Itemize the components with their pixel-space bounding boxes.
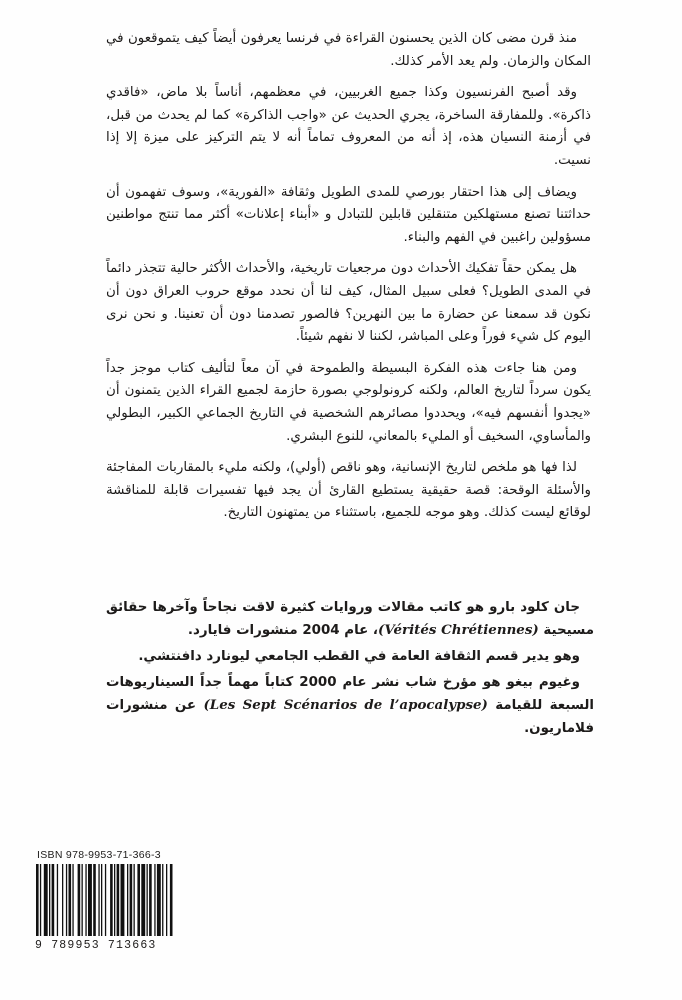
barcode-bar: [137, 864, 140, 936]
barcode-bar: [114, 864, 115, 936]
barcode-bar: [72, 864, 73, 936]
blurb-paragraph-4: هل يمكن حقاً تفكيك الأحداث دون مرجعيات تاريخية، والأحداث الأكثر حالية تتجذر دائماً في المدى الطويل؟ فعلى سبيل المثال، كيف لنا أن نحدد موقع حروب العراق دون أن نكون قد سمعنا عن حضارة ما بين النهرين؟ فالصور تصدمنا دون أن تعنينا. و نحن نرى اليوم كل شيء فوراً وعلى المباشر، لكننا لا نفهم شيئاً.: [106, 261, 591, 345]
barcode-bar: [130, 864, 133, 936]
barcode-bar: [154, 864, 155, 936]
author-bio-3-end: عن منشورات فلاماريون.: [106, 698, 594, 736]
barcode-bar: [162, 864, 163, 936]
barcode-bar: [62, 864, 63, 936]
barcode-bar: [44, 864, 48, 936]
barcode-bar: [93, 864, 96, 936]
barcode-bar: [157, 864, 161, 936]
barcode-bar: [127, 864, 128, 936]
blurb-paragraph-2: وقد أصبح الفرنسيون وكذا جميع الغربيين، في معظمهم، أناساً بلا ماض، «فاقدي ذاكرة». وللمفارقة الساخرة، يجري الحديث عن «واجب الذاكرة» كما لم يحدث من قبل، في أزمنة النسيان هذه، إذ أنه من المعروف تماماً أنه لا يتم التركيز على ميزة إلا إذا نسيت.: [106, 85, 591, 168]
barcode-bar: [40, 864, 41, 936]
blurb-text: [106, 28, 591, 534]
author-bio-1: [106, 596, 594, 642]
barcode-bar: [88, 864, 92, 936]
book-title-latin-2: (Les Sept Scénarios de l’apocalypse): [203, 697, 488, 713]
author-bio-1-text: جان كلود بارو هو كاتب مقالات وروايات كثيرة لاقت نجاحاً وآخرها حقائق مسيحية: [106, 600, 594, 638]
barcode-bar: [117, 864, 120, 936]
barcode-bar: [166, 864, 167, 936]
barcode-bar: [36, 864, 39, 936]
isbn-label: ISBN 978-9953-71-366-3: [37, 849, 161, 861]
blurb-paragraph-3: ويضاف إلى هذا احتقار بورصي للمدى الطويل وثقافة «الفورية»، وسوف تفهمون أن حداثتنا تصنع مستهلكين متنقلين قابلين للتبادل و «أبناء إعلانات» أكثر مما تنتج مواطنين مسؤولين راغبين في الفهم والبناء.: [106, 184, 591, 245]
barcode-bar: [66, 864, 67, 936]
author-bio-1-end: ، عام 2004 منشورات فايارد.: [187, 623, 378, 638]
barcode-bar: [110, 864, 113, 936]
blurb-paragraph-6: لذا فها هو ملخص لتاريخ الإنسانية، وهو ناقص (أولي)، ولكنه مليء بالمقاربات المفاجئة والأسئلة الوقحة: قصة حقيقية يستطيع القارئ أن يجد فيها تفسيرات قابلة للمناقشة لوقائع ليست كذلك. وهو موجه للجميع، باستثناء من يمتهنون التاريخ.: [106, 460, 591, 521]
barcode-bar: [134, 864, 135, 936]
barcode-bar: [52, 864, 55, 936]
barcode-bar: [170, 864, 173, 936]
barcode-bar: [85, 864, 86, 936]
author-bio-3: [106, 671, 594, 740]
barcode-bar: [57, 864, 58, 936]
barcode-bar: [141, 864, 145, 936]
barcode-bar: [149, 864, 152, 936]
barcode-bar: [105, 864, 106, 936]
author-bio-3-text: وغيوم بيغو هو مؤرخ شاب نشر عام 2000 كتاباً مهماً جداً السيناريوهات السبعة للقيامة: [106, 675, 594, 713]
book-title-latin-1: (Vérités Chrétiennes): [378, 622, 539, 638]
barcode-digits: 9 789953 713663: [35, 939, 157, 952]
barcode-bar: [147, 864, 148, 936]
barcode-bar: [121, 864, 125, 936]
barcode-bar: [78, 864, 81, 936]
barcode-bar: [49, 864, 50, 936]
blurb-paragraph-1: منذ قرن مضى كان الذين يحسنون القراءة في فرنسا يعرفون أيضاً كيف يتموقعون في المكان والزمان. ولم يعد الأمر كذلك.: [106, 31, 591, 69]
barcode-bar: [82, 864, 83, 936]
author-bios: [106, 596, 594, 743]
author-bio-2: وهو يدير قسم الثقافة العامة في القطب الجامعي ليونارد دافنتشي.: [138, 649, 580, 664]
barcode-bar: [101, 864, 102, 936]
barcode-image: [33, 864, 208, 936]
barcode-bar: [69, 864, 72, 936]
blurb-paragraph-5: ومن هنا جاءت هذه الفكرة البسيطة والطموحة في آن معاً لتأليف كتاب موجز جداً يكون سرداً لتاريخ العالم، ولكنه كرونولوجي بصورة حازمة لجميع القراء الذين يتمنون أن «يجدوا أنفسهم فيه»، ويحددوا مصائرهم الشخصية في التاريخ الجماعي الكبير، البطولي والمأساوي، السخيف أو المليء بالمعاني، للنوع البشري.: [106, 360, 591, 444]
barcode-bar: [98, 864, 99, 936]
